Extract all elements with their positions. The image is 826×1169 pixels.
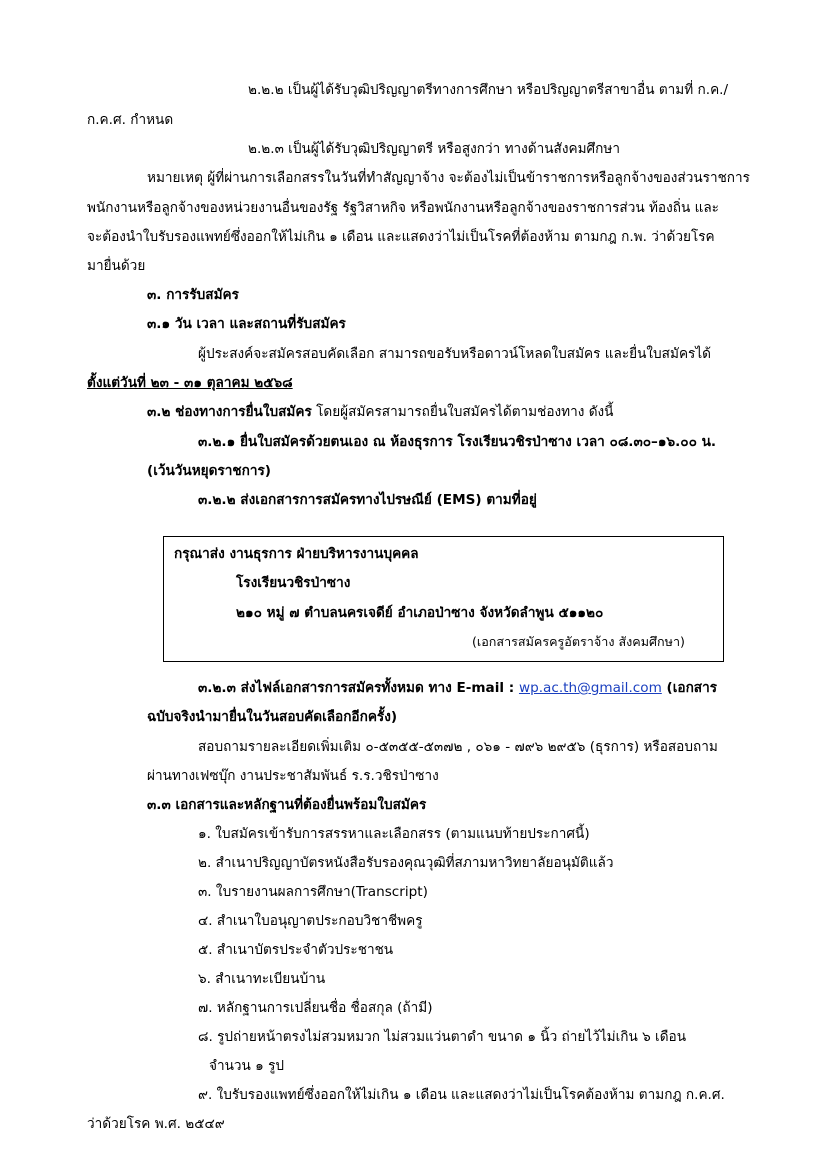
address-line1: กรุณาส่ง งานธุรการ ฝ่ายบริหารงานบุคคล	[174, 546, 419, 562]
section-3-2-1-line2: (เว้นวันหยุดราชการ)	[147, 463, 272, 479]
doc-item-6: ๖. สำเนาทะเบียนบ้าน	[198, 971, 326, 987]
item-2-2-2-line2: ก.ค.ศ. กำหนด	[87, 112, 174, 128]
section-3-2-3-line1	[198, 678, 717, 698]
application-dates: ตั้งแต่วันที่ ๒๓ - ๓๑ ตุลาคม ๒๕๖๘	[87, 375, 293, 391]
doc-item-1: ๑. ใบสมัครเข้ารับการสรรหาและเลือกสรร (ตามแนบท้ายประกาศนี้)	[198, 826, 590, 842]
section-3-2-line	[147, 402, 613, 422]
section-3-2-1-line1: ๓.๒.๑ ยื่นใบสมัครด้วยตนเอง ณ ห้องธุรการ โรงเรียนวชิรป่าซาง เวลา ๐๘.๓๐–๑๖.๐๐ น.	[198, 434, 717, 450]
item-2-2-2-line1: ๒.๒.๒ เป็นผู้ได้รับวุฒิปริญญาตรีทางการศึกษา หรือปริญญาตรีสาขาอื่น ตามที่ ก.ค./	[248, 82, 729, 98]
contact-line2: ผ่านทางเฟซบุ๊ก งานประชาสัมพันธ์ ร.ร.วชิรป่าซาง	[147, 768, 439, 784]
doc-item-9-line2: ว่าด้วยโรค พ.ศ. ๒๕๔๙	[87, 1116, 225, 1132]
section-3-1-heading: ๓.๑ วัน เวลา และสถานที่รับสมัคร	[147, 316, 346, 332]
doc-item-8: ๘. รูปถ่ายหน้าตรงไม่สวมหมวก ไม่สวมแว่นตาดำ ขนาด ๑ นิ้ว ถ่ายไว้ไม่เกิน ๖ เดือน	[198, 1029, 686, 1045]
note-line3: จะต้องนำใบรับรองแพทย์ซึ่งออกให้ไม่เกิน ๑ เดือน และแสดงว่าไม่เป็นโรคที่ต้องห้าม ตามกฎ ก.พ. ว่าด้วยโรค	[87, 229, 715, 245]
section-3-2-3-prefix: ๓.๒.๓ ส่งไฟล์เอกสารการสมัครทั้งหมด ทาง E-mail :	[198, 680, 519, 696]
doc-item-5: ๕. สำเนาบัตรประจำตัวประชาชน	[198, 942, 394, 958]
doc-item-3: ๓. ใบรายงานผลการศึกษา(Transcript)	[198, 884, 428, 900]
section-3-2-rest: โดยผู้สมัครสามารถยื่นใบสมัครได้ตามช่องทาง ดังนี้	[311, 404, 614, 420]
section-3-2-2: ๓.๒.๒ ส่งเอกสารการสมัครทางไปรษณีย์ (EMS) ตามที่อยู่	[198, 492, 537, 508]
email-link[interactable]: wp.ac.th@gmail.com	[518, 680, 662, 696]
section-3-2-3-line2: ฉบับจริงนำมายื่นในวันสอบคัดเลือกอีกครั้ง)	[147, 709, 398, 725]
section-3-3-heading: ๓.๓ เอกสารและหลักฐานที่ต้องยื่นพร้อมใบสมัคร	[147, 797, 427, 813]
note-line4: มายื่นด้วย	[87, 258, 146, 274]
doc-item-4: ๔. สำเนาใบอนุญาตประกอบวิชาชีพครู	[198, 913, 423, 929]
doc-item-2: ๒. สำเนาปริญญาบัตรหนังสือรับรองคุณวุฒิที่สภามหาวิทยาลัยอนุมัติแล้ว	[198, 855, 614, 871]
section-3-heading: ๓. การรับสมัคร	[147, 287, 239, 303]
address-line2: โรงเรียนวชิรป่าซาง	[236, 575, 351, 591]
note-line2: พนักงานหรือลูกจ้างของหน่วยงานอื่นของรัฐ รัฐวิสาหกิจ หรือพนักงานหรือลูกจ้างของราชการส่วน ท้องถิ่น และ	[87, 200, 719, 216]
address-line3: ๒๑๐ หมู่ ๗ ตำบลนครเจดีย์ อำเภอป่าซาง จังหวัดลำพูน ๕๑๑๒๐	[236, 605, 604, 621]
section-3-1-line1: ผู้ประสงค์จะสมัครสอบคัดเลือก สามารถขอรับหรือดาวน์โหลดใบสมัคร และยื่นใบสมัครได้	[198, 346, 711, 362]
item-2-2-3: ๒.๒.๓ เป็นผู้ได้รับวุฒิปริญญาตรี หรือสูงกว่า ทางด้านสังคมศึกษา	[248, 141, 621, 157]
doc-item-8-line2: จำนวน ๑ รูป	[209, 1058, 285, 1074]
doc-item-9-line1: ๙. ใบรับรองแพทย์ซึ่งออกให้ไม่เกิน ๑ เดือน และแสดงว่าไม่เป็นโรคต้องห้าม ตามกฎ ก.ค.ศ.	[198, 1087, 725, 1103]
contact-line1: สอบถามรายละเอียดเพิ่มเติม ๐-๕๓๕๕-๕๓๗๒ , ๐๖๑ - ๗๙๖ ๒๙๕๖ (ธุรการ) หรือสอบถาม	[198, 739, 718, 755]
section-3-2-3-suffix: (เอกสาร	[661, 680, 718, 696]
doc-item-7: ๗. หลักฐานการเปลี่ยนชื่อ ชื่อสกุล (ถ้ามี)	[198, 1000, 433, 1016]
section-3-2-heading: ๓.๒ ช่องทางการยื่นใบสมัคร	[147, 404, 312, 420]
address-line4: (เอกสารสมัครครูอัตราจ้าง สังคมศึกษา)	[472, 634, 685, 649]
note-line1: หมายเหตุ ผู้ที่ผ่านการเลือกสรรในวันที่ทำสัญญาจ้าง จะต้องไม่เป็นข้าราชการหรือลูกจ้างของส่วนราชการ	[147, 170, 750, 186]
